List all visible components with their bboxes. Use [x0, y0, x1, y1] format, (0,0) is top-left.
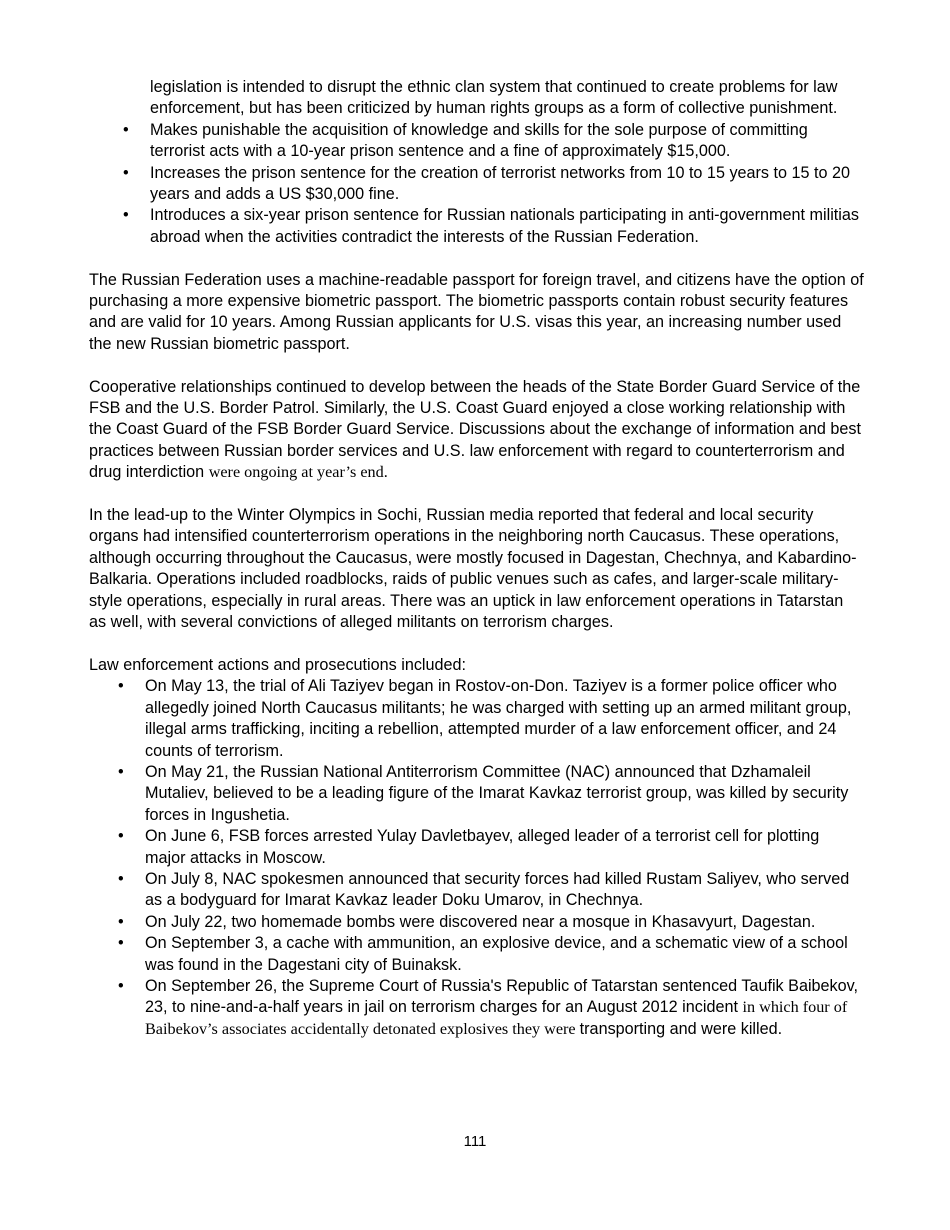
list-item: • On June 6, FSB forces arrested Yulay Davletbayev, alleged leader of a terrorist cell for plotting major attacks in Moscow. — [89, 826, 864, 869]
paragraph-border-text: Cooperative relationships continued to develop between the heads of the State Border Guard Service of the FSB and the U.S. Border Patrol. Similarly, the U.S. Coast Guard enjoyed a close working relationship with the Coast Guard of the FSB Border Guard Service. Discussions about the exchange of information and best practices between Russian border services and U.S. law enforcement with regard to counterterrorism and drug interdiction — [89, 377, 862, 482]
list-item: • On July 8, NAC spokesmen announced that security forces had killed Rustam Saliyev, who served as a bodyguard for Imarat Kavkaz leader Doku Umarov, in Chechnya. — [89, 869, 864, 912]
list-item-text: On September 26, the Supreme Court of Russia's Republic of Tatarstan sentenced Taufik Baibekov, 23, to nine-and-a-half years in jail on terrorism charges for an August 2012 incident — [145, 977, 859, 1017]
list-item-serif-text: in which four of Baibekov’s associates accidentally detonated explosives they were — [145, 998, 848, 1038]
list-item — [89, 976, 864, 1040]
paragraph-border-tail: were ongoing at year’s end. — [208, 463, 388, 482]
list-item: • On May 21, the Russian National Antiterrorism Committee (NAC) announced that Dzhamaleil Mutaliev, believed to be a leading figure of the Imarat Kavkaz terrorist group, was killed by security forces in Ingushetia. — [89, 762, 864, 826]
paragraph-spacer — [89, 634, 864, 655]
page-body — [89, 77, 864, 1040]
list-item: • On September 3, a cache with ammunition, an explosive device, and a schematic view of a school was found in the Dagestani city of Buinaksk. — [89, 933, 864, 976]
continuation-text: legislation is intended to disrupt the ethnic clan system that continued to create problems for law enforcement, but has been criticized by human rights groups as a form of collective punishment. — [150, 78, 838, 118]
paragraph-border — [89, 377, 864, 484]
list-item: • On July 22, two homemade bombs were discovered near a mosque in Khasavyurt, Dagestan. — [89, 912, 864, 933]
paragraph-spacer — [89, 484, 864, 505]
legislation-bullet-list — [89, 120, 864, 248]
actions-bullet-list — [89, 676, 864, 1040]
list-item: • Introduces a six-year prison sentence for Russian nationals participating in anti-government militias abroad when the activities contradict the interests of the Russian Federation. — [89, 205, 864, 248]
list-item: • On May 13, the trial of Ali Taziyev began in Rostov-on-Don. Taziyev is a former police officer who allegedly joined North Caucasus militants; he was charged with setting up an armed militant group, illegal arms trafficking, inciting a rebellion, attempted murder of a law enforcement officer, and 24 counts of terrorism. — [89, 676, 864, 762]
paragraph-passport: The Russian Federation uses a machine-readable passport for foreign travel, and citizens have the option of purchasing a more expensive biometric passport. The biometric passports contain robust security features and are valid for 10 years. Among Russian applicants for U.S. visas this year, an increasing number used the new Russian biometric passport. — [89, 270, 864, 353]
paragraph-spacer — [89, 355, 864, 376]
page-number: 111 — [463, 1133, 487, 1150]
list-item: • Increases the prison sentence for the creation of terrorist networks from 10 to 15 years to 15 to 20 years and adds a US $30,000 fine. — [89, 163, 864, 206]
paragraph-olympics: In the lead-up to the Winter Olympics in Sochi, Russian media reported that federal and local security organs had intensified counterterrorism operations in the neighboring north Caucasus. These operations, although occurring throughout the Caucasus, were mostly focused in Dagestan, Chechnya, and Kabardino-Balkaria. Operations included roadblocks, raids of public venues such as cafes, and larger-scale military-style operations, especially in rural areas. There was an uptick in law enforcement operations in Tatarstan as well, with several convictions of alleged militants on terrorism charges. — [89, 506, 857, 632]
list-intro: Law enforcement actions and prosecutions included: — [89, 655, 467, 674]
paragraph-spacer — [89, 248, 864, 269]
list-item: • Makes punishable the acquisition of knowledge and skills for the sole purpose of committing terrorist acts with a 10-year prison sentence and a fine of approximately $15,000. — [89, 120, 864, 163]
list-item-text: transporting and were killed. — [579, 1019, 783, 1038]
